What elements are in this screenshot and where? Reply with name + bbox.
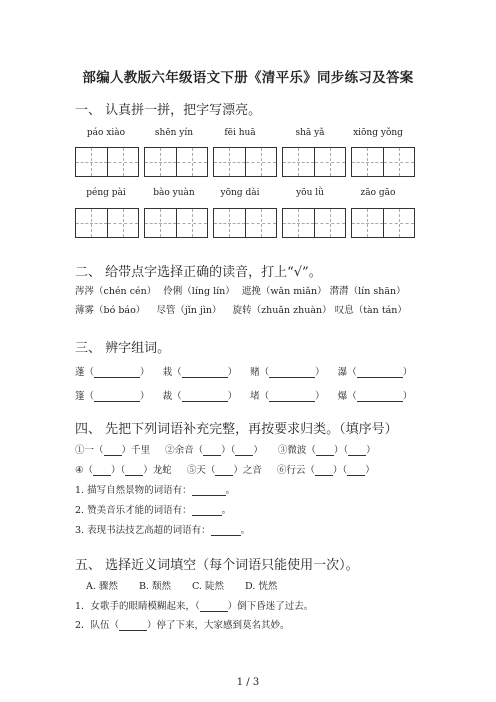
option: D. 恍然 bbox=[245, 581, 278, 592]
idiom-text: ）之音 bbox=[233, 465, 262, 476]
pronunciation-item[interactable]: 涔涔（chén cén） bbox=[75, 286, 157, 297]
pinyin: zāo gāo bbox=[360, 188, 396, 198]
pronunciation-item[interactable]: 旋转（zhuǎn zhuàn） bbox=[232, 305, 332, 316]
classify-question-1 bbox=[75, 482, 235, 496]
pinyin: péng pài bbox=[86, 188, 126, 198]
question-text: ）停了下来，大家感到莫名其妙。 bbox=[147, 620, 290, 631]
question-text: 3. 表现书法技艺高超的词语有： bbox=[75, 525, 211, 536]
writing-box[interactable] bbox=[282, 208, 346, 238]
pinyin: yōng dài bbox=[220, 188, 260, 198]
idiom-text: ）（ bbox=[333, 445, 349, 456]
idiom-text: ） bbox=[366, 445, 376, 456]
answer-blank[interactable] bbox=[348, 445, 366, 456]
idiom-text: ）千里 bbox=[121, 445, 151, 456]
pronunciation-item[interactable]: 尽管（jǐn jìn） bbox=[156, 305, 222, 316]
pinyin-row-2 bbox=[75, 188, 420, 202]
writing-box[interactable] bbox=[144, 147, 208, 177]
writing-box[interactable] bbox=[213, 147, 277, 177]
answer-blank[interactable] bbox=[215, 465, 233, 476]
word-group-row-1: 蓬（ ） 栽（ ） 赌（ ） 瀑（ ） bbox=[75, 367, 413, 378]
question-text: ）倒下昏迷了过去。 bbox=[227, 601, 314, 612]
pronunciation-item[interactable]: 遮挽（wǎn miǎn） bbox=[241, 286, 327, 297]
question-text: 2．队伍（ bbox=[75, 620, 120, 631]
writing-box[interactable] bbox=[75, 208, 139, 238]
question-text: 1．女歌手的眼睛模糊起来，（ bbox=[75, 601, 200, 612]
answer-blank[interactable] bbox=[269, 391, 315, 402]
answer-blank[interactable] bbox=[200, 601, 228, 612]
answer-blank[interactable] bbox=[94, 391, 140, 402]
answer-blank[interactable] bbox=[119, 620, 147, 631]
idiom-text: ）（ bbox=[221, 445, 236, 456]
idiom-text: ①一（ bbox=[75, 445, 104, 456]
idiom-text: ）龙蛇 bbox=[143, 465, 172, 476]
idiom-row-2 bbox=[75, 462, 375, 476]
synonym-question-2 bbox=[75, 617, 290, 631]
section-1-heading: 一、 认真拼一拼，把字写漂亮。 bbox=[75, 103, 262, 118]
idiom-text: ③微波（ bbox=[277, 445, 316, 456]
idiom-text: ⑤天（ bbox=[186, 465, 216, 476]
answer-blank[interactable] bbox=[182, 367, 228, 378]
idiom-text: ②余音（ bbox=[165, 445, 204, 456]
answer-blank[interactable] bbox=[357, 367, 403, 378]
document-title: 部编人教版六年级语文下册《清平乐》同步练习及答案 bbox=[82, 70, 414, 86]
section-2-heading: 二、 给带点字选择正确的读音，打上“√”。 bbox=[75, 265, 322, 280]
answer-blank[interactable] bbox=[182, 391, 228, 402]
option: A. 骤然 bbox=[86, 581, 118, 592]
idiom-text: ）（ bbox=[332, 465, 348, 476]
writing-box[interactable] bbox=[351, 208, 415, 238]
answer-blank[interactable] bbox=[357, 391, 403, 402]
period: 。 bbox=[225, 485, 236, 496]
character: 蓬 bbox=[75, 367, 85, 378]
pronunciation-line-1 bbox=[75, 283, 406, 297]
idiom-text: ④（ bbox=[75, 465, 94, 476]
synonym-question-1 bbox=[75, 598, 313, 612]
period: 。 bbox=[221, 505, 232, 516]
character: 裁 bbox=[162, 391, 173, 402]
idiom-row-1 bbox=[75, 442, 376, 456]
answer-blank[interactable] bbox=[347, 465, 365, 476]
pinyin: shēn yín bbox=[154, 128, 194, 138]
answer-blank[interactable] bbox=[316, 445, 334, 456]
synonym-options bbox=[86, 578, 277, 592]
answer-blank[interactable] bbox=[192, 505, 222, 516]
pronunciation-item[interactable]: 潸潸（lín shān） bbox=[329, 286, 406, 297]
pinyin: xiōng yǒng bbox=[353, 128, 403, 138]
pronunciation-line-2 bbox=[75, 302, 407, 316]
classify-question-2 bbox=[75, 502, 231, 516]
question-text: 2. 赞美音乐才能的词语有： bbox=[75, 505, 192, 516]
section-3-heading: 三、 辨字组词。 bbox=[75, 341, 171, 356]
character: 赌 bbox=[250, 367, 260, 378]
answer-blank[interactable] bbox=[125, 465, 143, 476]
section-4-heading: 四、 先把下列词语补充完整，再按要求归类。（填序号） bbox=[75, 422, 398, 437]
writing-box[interactable] bbox=[75, 147, 139, 177]
character: 堵 bbox=[250, 391, 260, 402]
writing-box[interactable] bbox=[282, 147, 346, 177]
writing-box[interactable] bbox=[144, 208, 208, 238]
question-text: 1. 描写自然景物的词语有： bbox=[75, 485, 192, 496]
option: B. 颓然 bbox=[138, 581, 171, 592]
answer-blank[interactable] bbox=[235, 445, 253, 456]
pronunciation-item[interactable]: 伶俐（líng lín） bbox=[163, 286, 235, 297]
pinyin-row-1 bbox=[75, 128, 420, 142]
pinyin: shā yǎ bbox=[295, 128, 325, 138]
idiom-text: ） bbox=[253, 445, 263, 456]
idiom-text: ）（ bbox=[111, 465, 126, 476]
answer-blank[interactable] bbox=[315, 465, 333, 476]
answer-blank[interactable] bbox=[192, 485, 226, 496]
section-5-heading: 五、 选择近义词填空（每个词语只能使用一次）。 bbox=[75, 558, 359, 573]
answer-blank[interactable] bbox=[104, 445, 122, 456]
option: C. 陡然 bbox=[192, 581, 224, 592]
character: 瀑 bbox=[337, 367, 348, 378]
pinyin: yōu lǜ bbox=[296, 188, 324, 198]
pinyin: páo xiào bbox=[86, 128, 126, 138]
pinyin: bào yuàn bbox=[153, 188, 195, 198]
answer-blank[interactable] bbox=[211, 525, 241, 536]
pronunciation-item[interactable]: 薄雾（bó báo） bbox=[75, 305, 146, 316]
answer-blank[interactable] bbox=[203, 445, 221, 456]
character: 栽 bbox=[162, 367, 173, 378]
idiom-text: ） bbox=[365, 465, 375, 476]
pinyin: fēi huā bbox=[224, 128, 256, 138]
pronunciation-item[interactable]: 叹息（tàn tán） bbox=[334, 305, 407, 316]
character: 篷 bbox=[75, 391, 85, 402]
idiom-text: ⑥行云（ bbox=[276, 465, 315, 476]
classify-question-3 bbox=[75, 522, 250, 536]
answer-blank[interactable] bbox=[269, 367, 315, 378]
character: 爆 bbox=[337, 391, 348, 402]
page-number: 1 / 3 bbox=[236, 677, 260, 688]
period: 。 bbox=[240, 525, 251, 536]
answer-blank[interactable] bbox=[93, 465, 111, 476]
word-group-row-2: 篷（ ） 裁（ ） 堵（ ） 爆（ ） bbox=[75, 391, 413, 402]
writing-box[interactable] bbox=[351, 147, 415, 177]
writing-box[interactable] bbox=[213, 208, 277, 238]
answer-blank[interactable] bbox=[94, 367, 140, 378]
